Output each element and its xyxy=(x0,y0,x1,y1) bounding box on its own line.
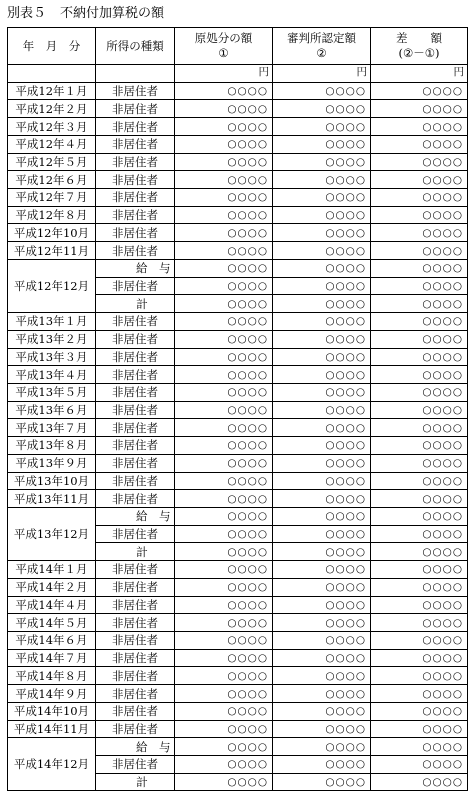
tribunal-amount-cell: ○○○○ xyxy=(273,596,371,614)
income-kind-cell: 計 xyxy=(96,543,175,561)
tribunal-amount-cell: ○○○○ xyxy=(273,366,371,384)
difference-cell: ○○○○ xyxy=(371,171,468,189)
income-kind-cell: 非居住者 xyxy=(96,330,175,348)
header-period: 年 月 分 xyxy=(8,28,96,65)
difference-cell: ○○○○ xyxy=(371,632,468,650)
table-row xyxy=(8,490,468,508)
period-cell: 平成13年８月 xyxy=(8,437,96,455)
difference-cell: ○○○○ xyxy=(371,454,468,472)
income-kind-cell: 非居住者 xyxy=(96,153,175,171)
tribunal-amount-cell: ○○○○ xyxy=(273,189,371,207)
tribunal-amount-cell: ○○○○ xyxy=(273,259,371,277)
original-amount-cell: ○○○○ xyxy=(175,632,273,650)
table-row xyxy=(8,383,468,401)
table-row xyxy=(8,454,468,472)
tribunal-amount-cell: ○○○○ xyxy=(273,295,371,313)
period-cell: 平成13年10月 xyxy=(8,472,96,490)
income-kind-cell: 非居住者 xyxy=(96,596,175,614)
period-cell: 平成14年７月 xyxy=(8,649,96,667)
table-row xyxy=(8,649,468,667)
income-kind-cell: 非居住者 xyxy=(96,189,175,207)
table-row xyxy=(8,100,468,118)
period-cell: 平成14年11月 xyxy=(8,720,96,738)
period-cell: 平成12年４月 xyxy=(8,135,96,153)
table-row xyxy=(8,419,468,437)
tribunal-amount-cell: ○○○○ xyxy=(273,118,371,136)
period-cell: 平成14年４月 xyxy=(8,596,96,614)
table-row xyxy=(8,242,468,260)
table-row xyxy=(8,561,468,579)
original-amount-cell: ○○○○ xyxy=(175,561,273,579)
period-cell: 平成14年10月 xyxy=(8,702,96,720)
income-kind-cell: 非居住者 xyxy=(96,206,175,224)
period-cell xyxy=(8,65,96,83)
difference-cell: ○○○○ xyxy=(371,649,468,667)
difference-cell: ○○○○ xyxy=(371,242,468,260)
original-amount-cell: ○○○○ xyxy=(175,738,273,756)
header-difference-label: 差 額 xyxy=(396,31,442,45)
difference-cell: ○○○○ xyxy=(371,189,468,207)
original-amount-cell: ○○○○ xyxy=(175,277,273,295)
table-row xyxy=(8,578,468,596)
difference-cell: ○○○○ xyxy=(371,135,468,153)
tribunal-amount-cell: ○○○○ xyxy=(273,224,371,242)
income-kind-cell: 非居住者 xyxy=(96,685,175,703)
table-row xyxy=(8,738,468,756)
period-cell: 平成12年２月 xyxy=(8,100,96,118)
difference-cell: ○○○○ xyxy=(371,561,468,579)
original-amount-cell: ○○○○ xyxy=(175,259,273,277)
table-row xyxy=(8,507,468,525)
period-cell: 平成14年１月 xyxy=(8,561,96,579)
period-cell: 平成14年９月 xyxy=(8,685,96,703)
table-caption: 不納付加算税の額 xyxy=(60,6,165,21)
tribunal-amount-cell: ○○○○ xyxy=(273,472,371,490)
tribunal-amount-cell: ○○○○ xyxy=(273,242,371,260)
period-cell: 平成13年６月 xyxy=(8,401,96,419)
original-amount-cell: ○○○○ xyxy=(175,206,273,224)
difference-cell: ○○○○ xyxy=(371,348,468,366)
tribunal-amount-cell: ○○○○ xyxy=(273,614,371,632)
table-row xyxy=(8,614,468,632)
income-kind-cell: 非居住者 xyxy=(96,383,175,401)
period-cell: 平成13年２月 xyxy=(8,330,96,348)
original-amount-cell: ○○○○ xyxy=(175,153,273,171)
period-cell: 平成13年７月 xyxy=(8,419,96,437)
table-row xyxy=(8,171,468,189)
income-kind-cell: 非居住者 xyxy=(96,437,175,455)
income-kind-cell: 非居住者 xyxy=(96,419,175,437)
original-amount-cell: ○○○○ xyxy=(175,702,273,720)
original-amount-cell: ○○○○ xyxy=(175,224,273,242)
difference-cell: ○○○○ xyxy=(371,738,468,756)
difference-cell: ○○○○ xyxy=(371,490,468,508)
tribunal-amount-cell: ○○○○ xyxy=(273,756,371,774)
income-kind-cell: 非居住者 xyxy=(96,242,175,260)
table-number: 別表５ xyxy=(7,6,47,21)
original-amount-cell: ○○○○ xyxy=(175,437,273,455)
tribunal-amount-cell: ○○○○ xyxy=(273,82,371,100)
table-title xyxy=(7,6,178,22)
table-row xyxy=(8,596,468,614)
tribunal-amount-cell: ○○○○ xyxy=(273,419,371,437)
tribunal-amount-cell: ○○○○ xyxy=(273,348,371,366)
tribunal-amount-cell: ○○○○ xyxy=(273,383,371,401)
tribunal-amount-cell: ○○○○ xyxy=(273,171,371,189)
difference-cell: ○○○○ xyxy=(371,383,468,401)
table-row xyxy=(8,685,468,703)
income-kind-cell: 非居住者 xyxy=(96,100,175,118)
difference-cell: ○○○○ xyxy=(371,596,468,614)
table-row xyxy=(8,348,468,366)
tribunal-amount-cell: ○○○○ xyxy=(273,702,371,720)
period-cell: 平成14年２月 xyxy=(8,578,96,596)
original-amount-unit: 円 xyxy=(175,65,273,83)
difference-cell: ○○○○ xyxy=(371,295,468,313)
difference-cell: ○○○○ xyxy=(371,773,468,791)
difference-cell: ○○○○ xyxy=(371,206,468,224)
period-cell: 平成14年６月 xyxy=(8,632,96,650)
income-kind-cell: 計 xyxy=(96,773,175,791)
unit-row xyxy=(8,65,468,83)
original-amount-cell: ○○○○ xyxy=(175,383,273,401)
table-row xyxy=(8,720,468,738)
header-tribunal-amount-mark: ② xyxy=(316,46,327,60)
difference-cell: ○○○○ xyxy=(371,100,468,118)
tribunal-amount-cell: ○○○○ xyxy=(273,100,371,118)
tribunal-amount-cell: ○○○○ xyxy=(273,738,371,756)
difference-cell: ○○○○ xyxy=(371,667,468,685)
original-amount-cell: ○○○○ xyxy=(175,100,273,118)
difference-cell: ○○○○ xyxy=(371,277,468,295)
difference-cell: ○○○○ xyxy=(371,82,468,100)
table-row xyxy=(8,472,468,490)
tribunal-amount-cell: ○○○○ xyxy=(273,561,371,579)
original-amount-cell: ○○○○ xyxy=(175,401,273,419)
table-row xyxy=(8,189,468,207)
difference-cell: ○○○○ xyxy=(371,437,468,455)
difference-cell: ○○○○ xyxy=(371,224,468,242)
original-amount-cell: ○○○○ xyxy=(175,366,273,384)
header-original-amount-label: 原処分の額 xyxy=(194,31,253,45)
period-cell: 平成13年３月 xyxy=(8,348,96,366)
table-body xyxy=(8,65,468,791)
period-cell: 平成13年11月 xyxy=(8,490,96,508)
period-cell: 平成12年１月 xyxy=(8,82,96,100)
original-amount-cell: ○○○○ xyxy=(175,348,273,366)
original-amount-cell: ○○○○ xyxy=(175,330,273,348)
period-cell: 平成14年８月 xyxy=(8,667,96,685)
table-row xyxy=(8,401,468,419)
period-cell: 平成13年４月 xyxy=(8,366,96,384)
period-cell: 平成13年９月 xyxy=(8,454,96,472)
tribunal-amount-cell: ○○○○ xyxy=(273,490,371,508)
penalty-tax-table xyxy=(7,27,468,791)
table-row xyxy=(8,667,468,685)
tribunal-amount-cell: ○○○○ xyxy=(273,685,371,703)
income-kind-cell: 非居住者 xyxy=(96,561,175,579)
header-original-amount xyxy=(175,28,273,65)
income-kind-cell: 非居住者 xyxy=(96,401,175,419)
tribunal-amount-cell: ○○○○ xyxy=(273,401,371,419)
table-row xyxy=(8,366,468,384)
table-row xyxy=(8,135,468,153)
income-kind-cell: 非居住者 xyxy=(96,454,175,472)
tribunal-amount-unit: 円 xyxy=(273,65,371,83)
income-kind-cell: 非居住者 xyxy=(96,720,175,738)
period-cell: 平成12年12月 xyxy=(8,259,96,312)
income-kind-cell: 給 与 xyxy=(96,507,175,525)
original-amount-cell: ○○○○ xyxy=(175,507,273,525)
tribunal-amount-cell: ○○○○ xyxy=(273,437,371,455)
income-kind-cell: 非居住者 xyxy=(96,348,175,366)
table-row xyxy=(8,118,468,136)
original-amount-cell: ○○○○ xyxy=(175,756,273,774)
period-cell: 平成13年12月 xyxy=(8,507,96,560)
table-row xyxy=(8,259,468,277)
header-difference-formula: (②－①) xyxy=(398,46,440,60)
income-kind-cell: 非居住者 xyxy=(96,118,175,136)
table-row xyxy=(8,330,468,348)
original-amount-cell: ○○○○ xyxy=(175,490,273,508)
income-kind-cell: 非居住者 xyxy=(96,366,175,384)
income-kind-cell: 非居住者 xyxy=(96,313,175,331)
difference-unit: 円 xyxy=(371,65,468,83)
income-kind-cell: 非居住者 xyxy=(96,135,175,153)
period-cell: 平成12年３月 xyxy=(8,118,96,136)
difference-cell: ○○○○ xyxy=(371,330,468,348)
original-amount-cell: ○○○○ xyxy=(175,543,273,561)
header-tribunal-amount xyxy=(273,28,371,65)
tribunal-amount-cell: ○○○○ xyxy=(273,277,371,295)
header-difference xyxy=(371,28,468,65)
difference-cell: ○○○○ xyxy=(371,525,468,543)
tribunal-amount-cell: ○○○○ xyxy=(273,543,371,561)
difference-cell: ○○○○ xyxy=(371,419,468,437)
income-kind-cell: 非居住者 xyxy=(96,578,175,596)
period-cell: 平成12年５月 xyxy=(8,153,96,171)
difference-cell: ○○○○ xyxy=(371,578,468,596)
header-income-kind: 所得の種類 xyxy=(96,28,175,65)
difference-cell: ○○○○ xyxy=(371,472,468,490)
original-amount-cell: ○○○○ xyxy=(175,720,273,738)
tribunal-amount-cell: ○○○○ xyxy=(273,649,371,667)
difference-cell: ○○○○ xyxy=(371,614,468,632)
original-amount-cell: ○○○○ xyxy=(175,685,273,703)
original-amount-cell: ○○○○ xyxy=(175,525,273,543)
income-kind-cell: 非居住者 xyxy=(96,667,175,685)
header-original-amount-mark: ① xyxy=(218,46,229,60)
tribunal-amount-cell: ○○○○ xyxy=(273,578,371,596)
difference-cell: ○○○○ xyxy=(371,118,468,136)
period-cell: 平成13年１月 xyxy=(8,313,96,331)
table-row xyxy=(8,206,468,224)
period-cell: 平成12年10月 xyxy=(8,224,96,242)
period-cell: 平成13年５月 xyxy=(8,383,96,401)
original-amount-cell: ○○○○ xyxy=(175,596,273,614)
income-kind-cell: 非居住者 xyxy=(96,614,175,632)
tribunal-amount-cell: ○○○○ xyxy=(273,507,371,525)
difference-cell: ○○○○ xyxy=(371,366,468,384)
tribunal-amount-cell: ○○○○ xyxy=(273,720,371,738)
table-row xyxy=(8,153,468,171)
income-kind-cell: 非居住者 xyxy=(96,472,175,490)
original-amount-cell: ○○○○ xyxy=(175,242,273,260)
tribunal-amount-cell: ○○○○ xyxy=(273,454,371,472)
tribunal-amount-cell: ○○○○ xyxy=(273,153,371,171)
tribunal-amount-cell: ○○○○ xyxy=(273,525,371,543)
difference-cell: ○○○○ xyxy=(371,153,468,171)
tribunal-amount-cell: ○○○○ xyxy=(273,773,371,791)
tribunal-amount-cell: ○○○○ xyxy=(273,667,371,685)
original-amount-cell: ○○○○ xyxy=(175,295,273,313)
original-amount-cell: ○○○○ xyxy=(175,454,273,472)
income-kind-cell: 非居住者 xyxy=(96,277,175,295)
original-amount-cell: ○○○○ xyxy=(175,419,273,437)
table-row xyxy=(8,702,468,720)
difference-cell: ○○○○ xyxy=(371,507,468,525)
tribunal-amount-cell: ○○○○ xyxy=(273,632,371,650)
tribunal-amount-cell: ○○○○ xyxy=(273,330,371,348)
income-kind-cell: 非居住者 xyxy=(96,632,175,650)
tribunal-amount-cell: ○○○○ xyxy=(273,313,371,331)
difference-cell: ○○○○ xyxy=(371,702,468,720)
original-amount-cell: ○○○○ xyxy=(175,313,273,331)
difference-cell: ○○○○ xyxy=(371,685,468,703)
period-cell: 平成12年８月 xyxy=(8,206,96,224)
original-amount-cell: ○○○○ xyxy=(175,118,273,136)
table-row xyxy=(8,313,468,331)
original-amount-cell: ○○○○ xyxy=(175,135,273,153)
original-amount-cell: ○○○○ xyxy=(175,773,273,791)
original-amount-cell: ○○○○ xyxy=(175,189,273,207)
difference-cell: ○○○○ xyxy=(371,401,468,419)
difference-cell: ○○○○ xyxy=(371,259,468,277)
difference-cell: ○○○○ xyxy=(371,543,468,561)
difference-cell: ○○○○ xyxy=(371,720,468,738)
difference-cell: ○○○○ xyxy=(371,313,468,331)
original-amount-cell: ○○○○ xyxy=(175,614,273,632)
difference-cell: ○○○○ xyxy=(371,756,468,774)
table-row xyxy=(8,632,468,650)
income-kind-cell: 非居住者 xyxy=(96,649,175,667)
period-cell: 平成12年11月 xyxy=(8,242,96,260)
period-cell: 平成12年７月 xyxy=(8,189,96,207)
income-kind-cell: 非居住者 xyxy=(96,82,175,100)
original-amount-cell: ○○○○ xyxy=(175,171,273,189)
tribunal-amount-cell: ○○○○ xyxy=(273,135,371,153)
income-kind-cell: 非居住者 xyxy=(96,224,175,242)
original-amount-cell: ○○○○ xyxy=(175,578,273,596)
income-kind-cell xyxy=(96,65,175,83)
income-kind-cell: 非居住者 xyxy=(96,490,175,508)
income-kind-cell: 非居住者 xyxy=(96,525,175,543)
table-row xyxy=(8,82,468,100)
table-row xyxy=(8,224,468,242)
original-amount-cell: ○○○○ xyxy=(175,667,273,685)
period-cell: 平成14年12月 xyxy=(8,738,96,791)
income-kind-cell: 給 与 xyxy=(96,259,175,277)
table-row xyxy=(8,437,468,455)
income-kind-cell: 給 与 xyxy=(96,738,175,756)
income-kind-cell: 計 xyxy=(96,295,175,313)
original-amount-cell: ○○○○ xyxy=(175,472,273,490)
income-kind-cell: 非居住者 xyxy=(96,171,175,189)
tribunal-amount-cell: ○○○○ xyxy=(273,206,371,224)
income-kind-cell: 非居住者 xyxy=(96,756,175,774)
original-amount-cell: ○○○○ xyxy=(175,649,273,667)
period-cell: 平成12年６月 xyxy=(8,171,96,189)
header-tribunal-amount-label: 審判所認定額 xyxy=(287,31,356,45)
income-kind-cell: 非居住者 xyxy=(96,702,175,720)
original-amount-cell: ○○○○ xyxy=(175,82,273,100)
header-row xyxy=(8,28,468,65)
period-cell: 平成14年５月 xyxy=(8,614,96,632)
